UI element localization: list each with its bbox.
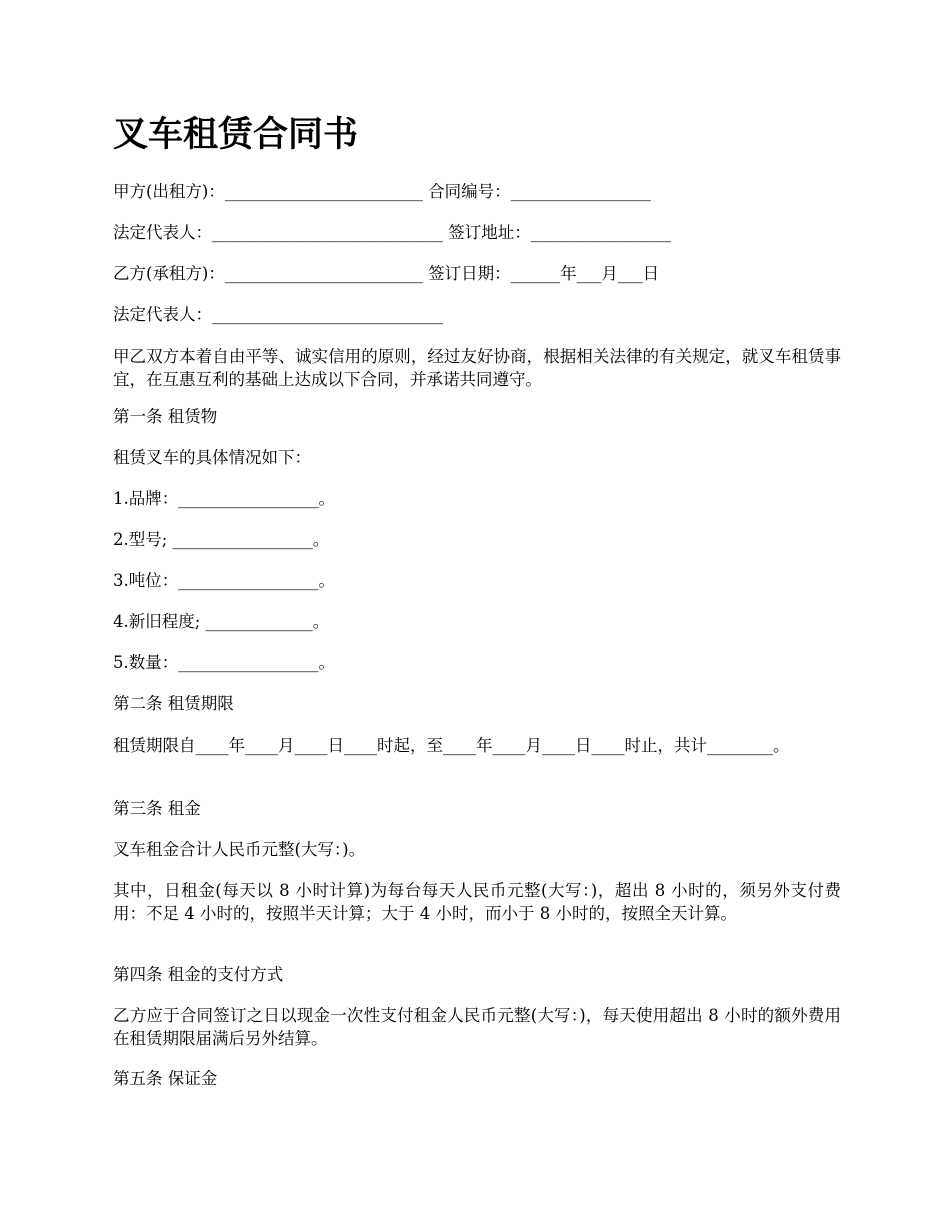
party-b-line: 乙方(承租方)：________________________ 签订日期：______年___月___日 bbox=[113, 264, 660, 283]
article-3-text-2: 其中，日租金(每天以 8 小时计算)为每台每天人民币元整(大写：)，超出 8 小时的，须另外支付费用：不足 4 小时的，按照半天计算；大于 4 小时，而小于 8 小时的，按照全天计算。 bbox=[113, 881, 841, 923]
article-1-item: 4.新旧程度; _____________。 bbox=[113, 612, 330, 631]
article-3-heading: 第三条 租金 bbox=[113, 799, 201, 818]
document-title: 叉车租赁合同书 bbox=[113, 114, 359, 155]
party-a-representative-line: 法定代表人：____________________________ 签订地址：_________________ bbox=[113, 223, 671, 242]
article-4-heading: 第四条 租金的支付方式 bbox=[113, 965, 284, 984]
intro-paragraph: 甲乙双方本着自由平等、诚实信用的原则，经过友好协商，根据相关法律的有关规定，就叉车租赁事宜，在互惠互利的基础上达成以下合同，并承诺共同遵守。 bbox=[113, 347, 841, 389]
article-1-item: 2.型号; _________________。 bbox=[113, 530, 330, 549]
party-a-line: 甲方(出租方)：________________________ 合同编号：_________________ bbox=[113, 182, 651, 201]
article-1-item: 3.吨位：_________________。 bbox=[113, 571, 335, 590]
article-2-text: 租赁期限自____年____月____日____时起，至____年____月____日____时止，共计________。 bbox=[113, 736, 790, 755]
article-3-text-1: 叉车租金合计人民币元整(大写：)。 bbox=[113, 840, 366, 859]
article-1-lead: 租赁叉车的具体情况如下： bbox=[113, 448, 311, 467]
party-b-representative-line: 法定代表人：____________________________ bbox=[113, 305, 443, 324]
article-2-heading: 第二条 租赁期限 bbox=[113, 694, 234, 713]
article-4-text: 乙方应于合同签订之日以现金一次性支付租金人民币元整(大写：)，每天使用超出 8 小时的额外费用在租赁期限届满后另外结算。 bbox=[113, 1006, 841, 1048]
article-1-item: 1.品牌：_________________。 bbox=[113, 489, 335, 508]
article-5-heading: 第五条 保证金 bbox=[113, 1069, 218, 1088]
article-1-heading: 第一条 租赁物 bbox=[113, 407, 218, 426]
article-1-item: 5.数量：_________________。 bbox=[113, 653, 335, 672]
